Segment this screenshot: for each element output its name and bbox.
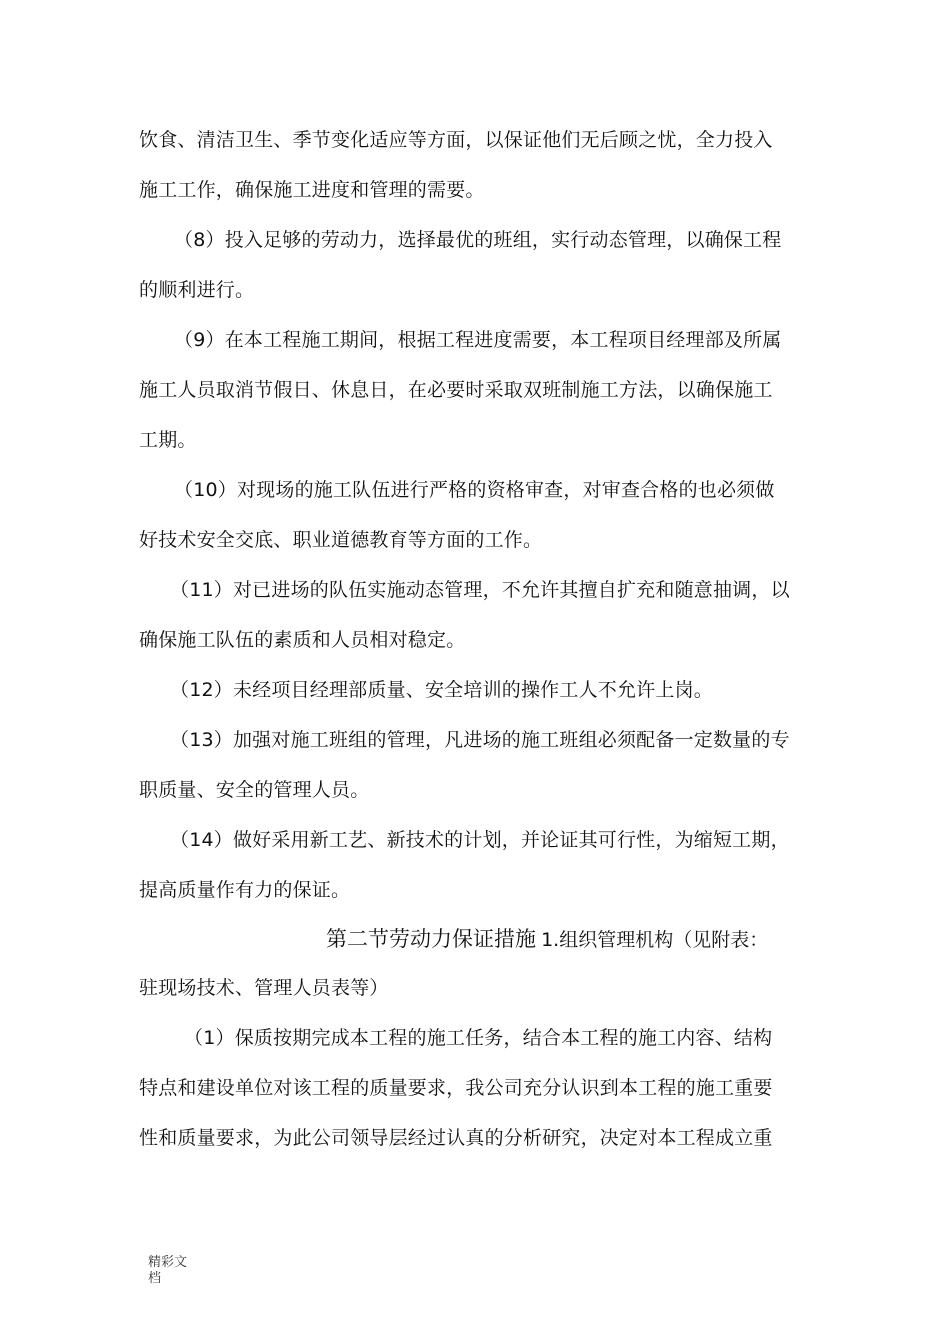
text-line-15: （14）做好采用新工艺、新技术的计划，并论证其可行性，为缩短工期， (170, 829, 790, 851)
footer-text: 精彩文档 (148, 1255, 188, 1286)
text-line-3: （8）投入足够的劳动力，选择最优的班组，实行动态管理，以确保工程 (174, 229, 782, 251)
text-line-8: （10）对现场的施工队伍进行严格的资格审查，对审查合格的也必须做 (174, 479, 775, 501)
section-heading-line (326, 925, 768, 955)
text-line-9: 好技术安全交底、职业道德教育等方面的工作。 (139, 529, 543, 551)
text-line-20: 性和质量要求，为此公司领导层经过认真的分析研究，决定对本工程成立重 (139, 1127, 773, 1149)
text-line-2: 施工工作，确保施工进度和管理的需要。 (139, 179, 485, 201)
text-line-17: 驻现场技术、管理人员表等） (139, 977, 389, 999)
text-line-16: 提高质量作有力的保证。 (139, 879, 351, 901)
text-line-6: 施工人员取消节假日、休息日，在必要时采取双班制施工方法，以确保施工 (139, 379, 773, 401)
text-line-12: （12）未经项目经理部质量、安全培训的操作工人不允许上岗。 (170, 679, 713, 701)
text-line-11: 确保施工队伍的素质和人员相对稳定。 (139, 629, 466, 651)
text-line-14: 职质量、安全的管理人员。 (139, 779, 370, 801)
section-heading: 第二节劳动力保证措施 (326, 927, 536, 951)
text-line-7: 工期。 (139, 429, 197, 451)
text-line-5: （9）在本工程施工期间，根据工程进度需要，本工程项目经理部及所属 (174, 329, 782, 351)
text-line-10: （11）对已进场的队伍实施动态管理，不允许其擅自扩充和随意抽调，以 (170, 579, 790, 601)
text-line-19: 特点和建设单位对该工程的质量要求，我公司充分认识到本工程的施工重要 (139, 1077, 773, 1099)
section-heading-rest: 1.组织管理机构（见附表： (541, 929, 769, 951)
text-line-1: 饮食、清洁卫生、季节变化适应等方面，以保证他们无后顾之忧，全力投入 (139, 129, 773, 151)
text-line-4: 的顺利进行。 (139, 279, 255, 301)
text-line-18: （1）保质按期完成本工程的施工任务，结合本工程的施工内容、结构 (184, 1027, 773, 1049)
text-line-13: （13）加强对施工班组的管理，凡进场的施工班组必须配备一定数量的专 (170, 729, 790, 751)
